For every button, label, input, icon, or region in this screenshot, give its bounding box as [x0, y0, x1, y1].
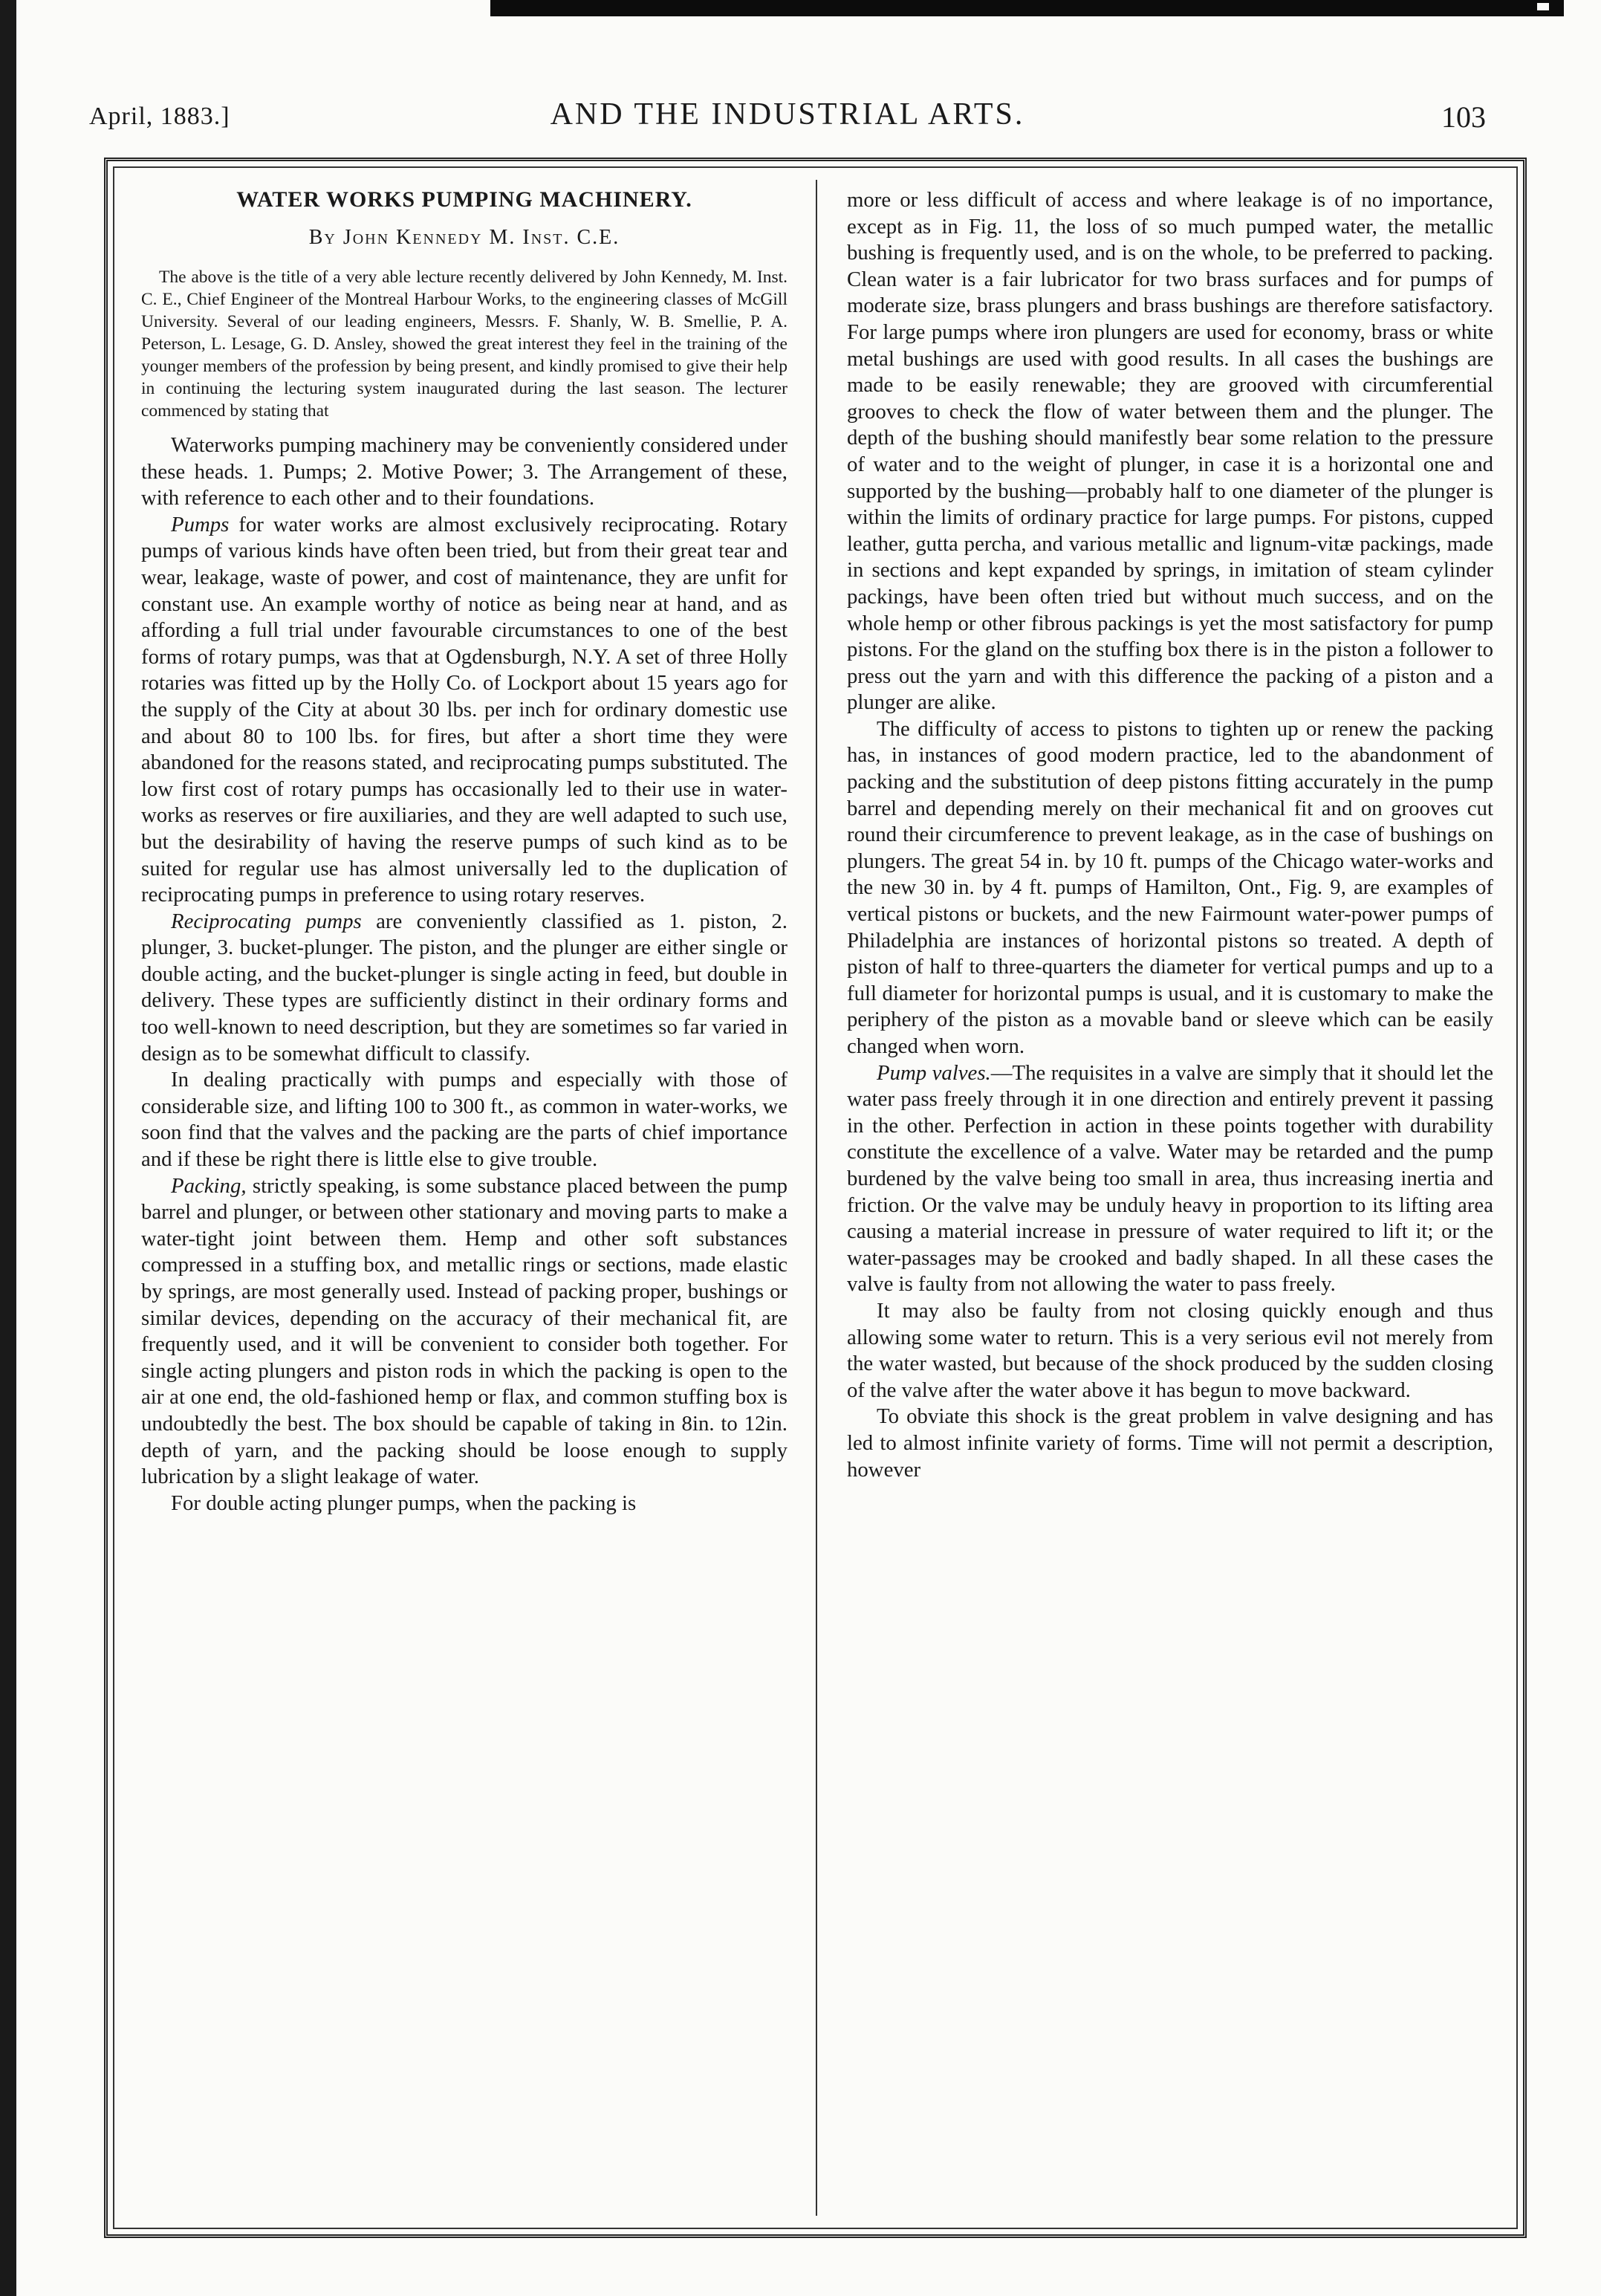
page-number: 103 [1441, 100, 1486, 134]
paragraph-packing [141, 1173, 787, 1491]
paragraph-pistons: The difficulty of access to pistons to tighten up or renew the packing has, in instances of good modern practice, led to the abandonment of packing and the substitution of deep pistons fitting accurately in the pump barrel and depending merely on their mechanical fit and on grooves cut round their circumference to prevent leakage, as in the case of bushings on plungers. The great 54 in. by 10 ft. pumps of the Chicago water-works and the new 30 in. by 4 ft. pumps of Hamilton, Ont., Fig. 9, are examples of vertical pistons or buckets, and the new Fairmount water-power pumps of Philadelphia are instances of horizontal pistons so treated. A depth of piston of half to three-quarters the diameter for vertical pumps and up to a full diameter for horizontal pumps is usual, and it is customary to make the periphery of the piston as a movable band or sleeve which can be easily changed when worn. [847, 716, 1493, 1058]
paragraph-pump-valves [847, 1060, 1493, 1298]
paragraph-text: for water works are almost exclusively reciprocating. Rotary pumps of various kinds have often been tried, but from their great tear and wear, leakage, waste of power, and cost of maintenance, they are unfit for constant use. An example worthy of notice as being near at hand, and as affording a full trial under favourable circumstances to one of the best forms of rotary pumps, was that at Ogdensburgh, N.Y. A set of three Holly rotaries was fitted up by the Holly Co. of Lockport about 15 years ago for the supply of the City at about 30 lbs. per inch for ordinary domestic use and about 80 to 100 lbs. for fires, but after a short time they were abandoned for the reasons stated, and reciprocating pumps substituted. The low first cost of rotary pumps has occasionally led to their use in water-works as reserves or fire auxiliaries, and they are well adapted to such use, but the desirability of having the reserve pumps of such kind as to be suited for regular use has almost universally led to the duplication of reciprocating pumps in preference to using rotary reserves. [141, 512, 787, 907]
editorial-intro: The above is the title of a very able lecture recently delivered by John Kennedy, M. Inst. C. E., Chief Engineer of the Montreal Harbour Works, to the engineering classes of McGill University. Several of our leading engineers, Messrs. F. Shanly, W. B. Smellie, P. A. Peterson, L. Lesage, G. D. Ansley, showed the great interest they feel in the training of the younger members of the profession by being present, and kindly promised to give their help in continuing the lecturing system inaugurated during the last season. The lecturer commenced by stating that [141, 267, 787, 421]
article-title: WATER WORKS PUMPING MACHINERY. [236, 187, 692, 212]
run-in-heading: Pump valves. [877, 1060, 991, 1085]
running-head [89, 97, 1486, 141]
column-rule [816, 180, 817, 2216]
run-in-heading: Packing, [171, 1173, 247, 1198]
paragraph-double-acting: For double acting plunger pumps, when the packing is [171, 1491, 637, 1515]
scan-top-bar-notch [1537, 3, 1549, 10]
issue-date: April, 1883.] [89, 103, 230, 130]
paragraph-text: —The requisites in a valve are simply that it should let the water pass freely through it in one direction and entirely prevent it passing in the other. Perfection in action in these points together with durability constitute the excellence of a valve. Water may be retarded and the pump burdened by the valve being too small in area, thus increasing inertia and friction. Or the valve may be unduly heavy in proportion to its lifting area causing a material increase in pressure of water required to lift it; or the water-passages may be crooked and badly shaped. In all these cases the valve is faulty from not allowing the water to pass freely. [847, 1060, 1493, 1297]
scan-left-edge [0, 0, 16, 2296]
paragraph-pumps [141, 512, 787, 909]
paragraph-valves-packing: In dealing practically with pumps and especially with those of considerable size, and lifting 100 to 300 ft., as common in water-works, we soon find that the valves and the packing are the parts of chief importance and if these be right there is little else to give trouble. [141, 1068, 787, 1172]
article-byline: By John Kennedy M. Inst. C.E. [308, 226, 620, 249]
paragraph-bushings: more or less difficult of access and where leakage is of no importance, except as in Fig. 11, the loss of so much pumped water, the metallic bushing is frequently used, and is on the whole, to be preferred to packing. Clean water is a fair lubricator for two brass surfaces and for pumps of moderate size, brass plungers and brass bushings are therefore satisfactory. For large pumps where iron plungers are used for economy, brass or white metal bushings are used with good results. In all cases the bushings are made to be easily renewable; they are grooved with circumferential grooves to check the flow of water between them and the plunger. The depth of the bushing should manifestly bear some relation to the pressure of water and to the weight of plunger, in case it is a horizontal one and supported by the bushing—probably half to one diameter of the plunger is within the limits of ordinary practice for large pumps. For pistons, cupped leather, gutta percha, and various metallic and lignum-vitæ packings, made in sections and kept expanded by springs, in imitation of steam cylinder packings, have been often tried but without much success, and on the whole hemp or other fibrous packings is yet the most satisfactory for pump pistons. For the gland on the stuffing box there is in the piston a follower to press out the yarn and with this difference the packing of a piston and a plunger are alike. [847, 188, 1493, 715]
run-in-heading: Pumps [171, 512, 230, 536]
paragraph-text: strictly speaking, is some substance placed between the pump barrel and plunger, or between other stationary and moving parts to make a water-tight joint between them. Hemp and other soft substances compressed in a stuffing box, and metallic rings or sections, made elastic by springs, are most generally used. Instead of packing proper, bushings or similar devices, depending on the accuracy of their mechanical fit, are frequently used, and it will be convenient to consider both together. For single acting plungers and piston rods in which the packing is open to the air at one end, the old-fashioned hemp or flax, and common stuffing box is undoubtedly the best. The box should be capable of taking in 8in. to 12in. depth of yarn, and the packing should be loose enough to supply lubrication by a slight leakage of water. [141, 1173, 787, 1489]
paragraph-heads: Waterworks pumping machinery may be conveniently considered under these heads. 1. Pumps; 2. Motive Power; 3. The Arrangement of these, with reference to each other and to their foundations. [141, 433, 787, 510]
journal-title: AND THE INDUSTRIAL ARTS. [550, 97, 1025, 132]
paragraph-text: are conveniently classified as 1. piston, 2. plunger, 3. bucket-plunger. The piston, and the plunger are either single or double acting, and the bucket-plunger is single acting in feed, but double in delivery. These types are sufficiently distinct in their ordinary forms and too well-known to need description, but they are sometimes so far varied in design as to be somewhat difficult to classify. [141, 909, 787, 1066]
page-frame [104, 158, 1527, 2238]
run-in-heading: Reciprocating pumps [171, 909, 362, 933]
paragraph-closing: It may also be faulty from not closing quickly enough and thus allowing some water to return. This is a very serious evil not merely from the water wasted, but because of the shock produced by the sudden closing of the valve after the water above it has begun to move backward. [847, 1298, 1493, 1402]
paragraph-reciprocating [141, 909, 787, 1068]
right-column [847, 187, 1493, 1483]
paragraph-shock: To obviate this shock is the great problem in valve designing and has led to almost infinite variety of forms. Time will not permit a description, however [847, 1404, 1493, 1482]
scan-top-bar [490, 0, 1564, 16]
left-column [141, 187, 787, 1517]
